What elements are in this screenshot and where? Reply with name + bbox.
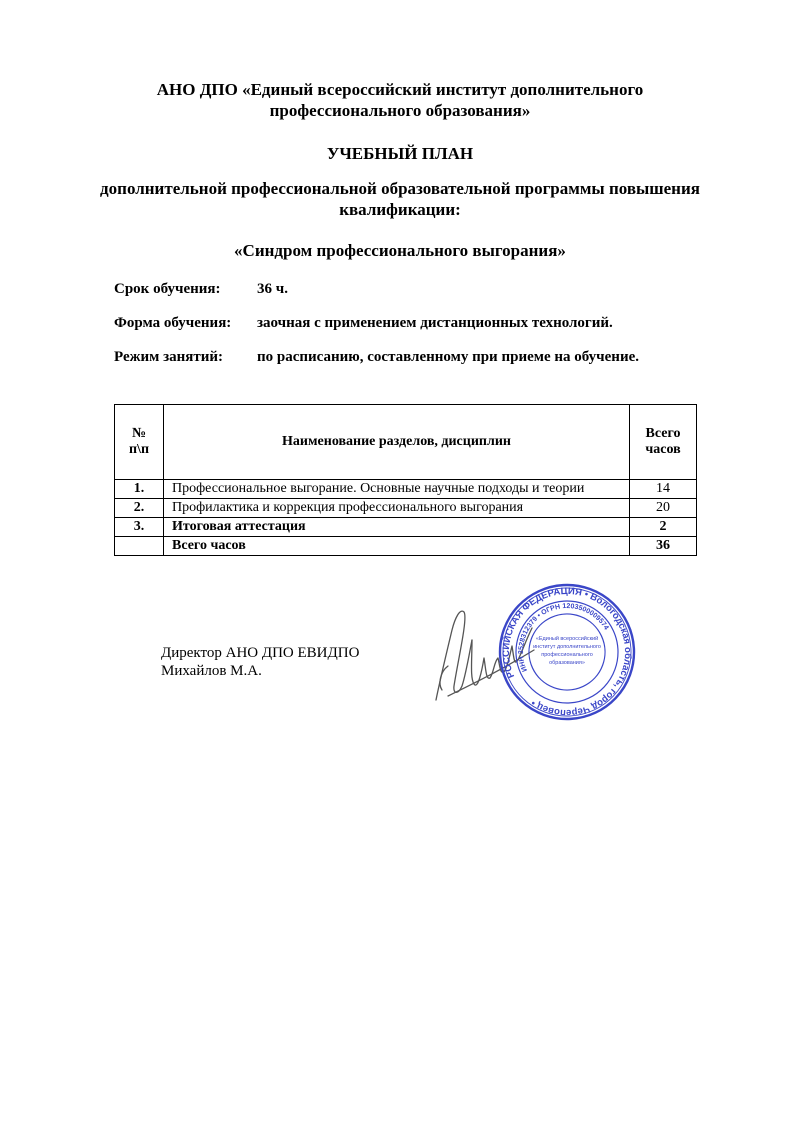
header-hours: Всего часов <box>630 405 697 480</box>
meta-duration <box>114 280 288 298</box>
svg-text:профессионального: профессионального <box>541 652 593 658</box>
table-total-row <box>115 537 697 556</box>
svg-text:институт дополнительного: институт дополнительного <box>533 644 601 650</box>
meta-schedule <box>114 348 639 366</box>
meta-label: Режим занятий: <box>114 349 224 365</box>
program-name: «Синдром профессионального выгорания» <box>234 241 566 260</box>
meta-label: Форма обучения: <box>114 315 232 331</box>
table-header-row <box>115 405 697 480</box>
row-name: Профилактика и коррекция профессионального выгорания <box>164 499 630 518</box>
header-name: Наименование разделов, дисциплин <box>164 405 630 480</box>
svg-text:«Единый всероссийский: «Единый всероссийский <box>535 636 599 642</box>
curriculum-table <box>114 404 697 556</box>
organization-name: АНО ДПО «Единый всероссийский институт дополнительного профессионального образования» <box>156 80 644 120</box>
row-num: 2. <box>115 499 164 518</box>
document-title: УЧЕБНЫЙ ПЛАН <box>326 144 474 163</box>
document-subtitle: дополнительной профессиональной образовательной программы повышения квалификации: <box>100 179 700 219</box>
meta-label: Срок обучения: <box>114 281 221 297</box>
total-label: Всего часов <box>164 537 630 556</box>
row-name: Итоговая аттестация <box>164 518 630 537</box>
signatory-block <box>161 644 359 680</box>
stamp-outer-text: РОССИЙСКАЯ ФЕДЕРАЦИЯ • Вологодская область, город Череповец • <box>500 585 634 719</box>
meta-value: заочная с применением дистанционных технологий. <box>257 315 613 331</box>
row-num: 1. <box>115 480 164 499</box>
row-hours: 2 <box>630 518 697 537</box>
stamp-seal <box>497 582 637 722</box>
total-hours: 36 <box>630 537 697 556</box>
table-row <box>115 480 697 499</box>
stamp-inn-text: ИНН 3528312379 • ОГРН 1203500009574 <box>517 602 610 673</box>
svg-text:образования»: образования» <box>549 660 585 666</box>
row-hours: 20 <box>630 499 697 518</box>
meta-form <box>114 314 613 332</box>
table-row <box>115 499 697 518</box>
row-num: 3. <box>115 518 164 537</box>
signatory-position: Директор АНО ДПО ЕВИДПО <box>161 645 360 661</box>
meta-value: по расписанию, составленному при приеме на обучение. <box>257 349 639 365</box>
signatory-name: Михайлов М.А. <box>161 663 262 679</box>
row-name: Профессиональное выгорание. Основные научные подходы и теории <box>164 480 630 499</box>
meta-value: 36 ч. <box>257 281 288 297</box>
header-num: № п\п <box>115 405 164 480</box>
total-empty-cell <box>115 537 164 556</box>
row-hours: 14 <box>630 480 697 499</box>
table-row <box>115 518 697 537</box>
